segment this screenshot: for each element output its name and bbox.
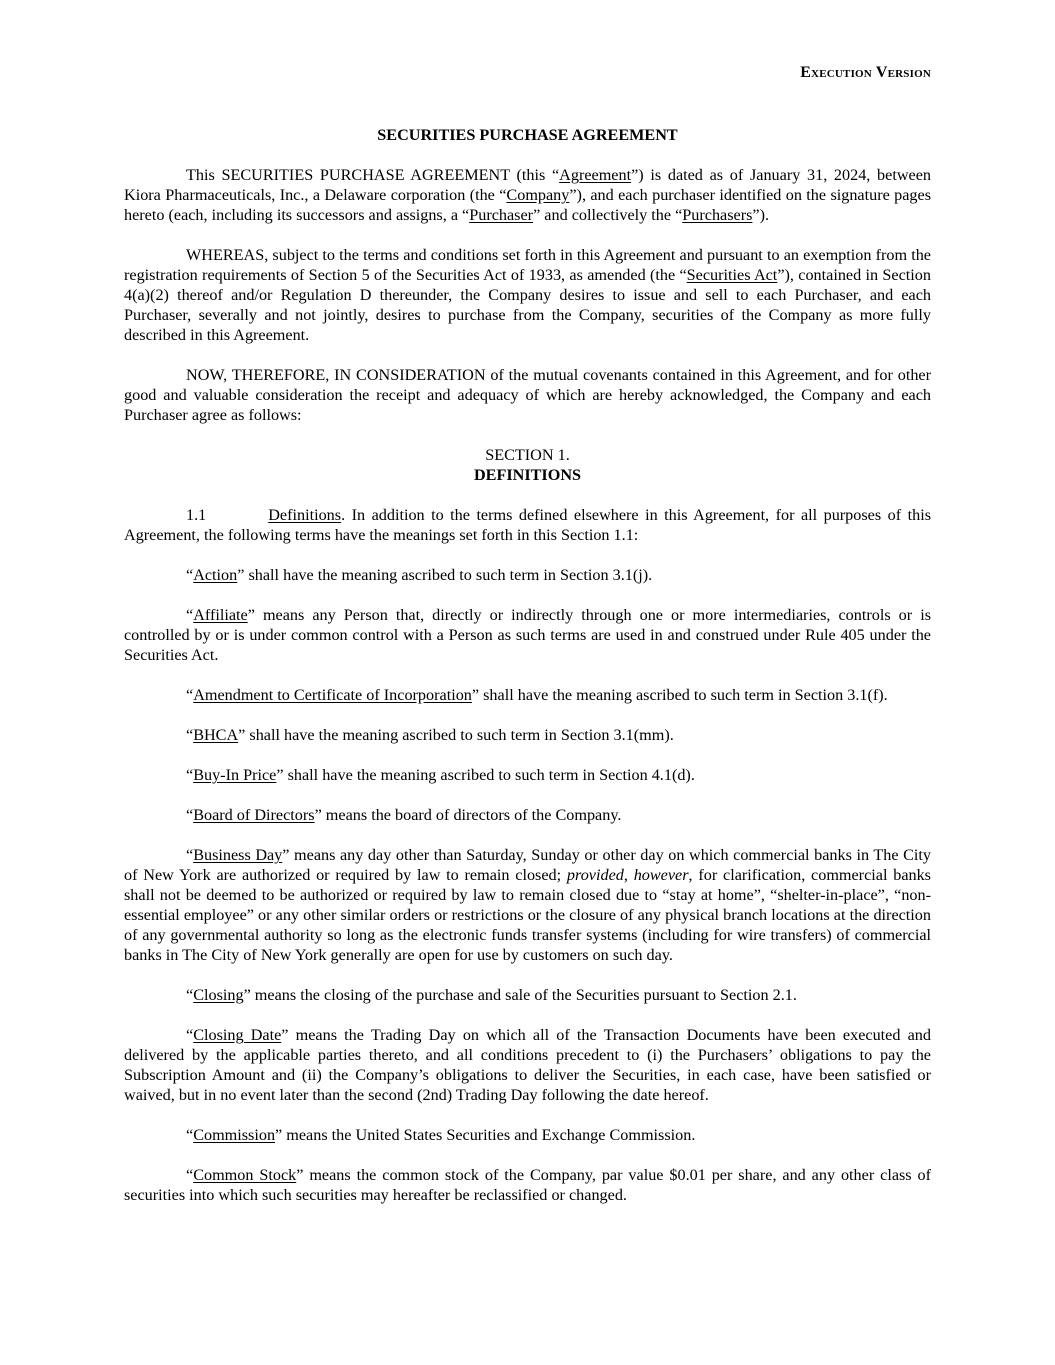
document-title: SECURITIES PURCHASE AGREEMENT: [377, 126, 678, 144]
defined-term: Company: [506, 186, 570, 204]
definition-amendment: “Amendment to Certificate of Incorporation” shall have the meaning ascribed to such term in Section 3.1(f).: [186, 686, 888, 704]
definition-business-day: “Business Day” means any day other than Saturday, Sunday or other day on which commercial banks in The City of New York are authorized or required by law to remain closed; provided, however, for clarification, commercial banks shall not be deemed to be authorized or required by law to remain closed due to “stay at home”, “shelter-in-place”, “non-essential employee” or any other similar orders or restrictions or the closure of any physical branch locations at the direction of any governmental authority so long as the electronic funds transfer systems (including for wire transfers) of commercial banks in The City of New York generally are open for use by customers on such day.: [124, 846, 931, 964]
section-number: SECTION 1.: [485, 446, 570, 464]
definition-commission: “Commission” means the United States Securities and Exchange Commission.: [186, 1126, 696, 1144]
definition-buy-in-price: “Buy-In Price” shall have the meaning ascribed to such term in Section 4.1(d).: [186, 766, 695, 784]
subsection-heading: Definitions: [268, 506, 342, 524]
section-title: DEFINITIONS: [473, 466, 582, 484]
document-body: [124, 165, 931, 1225]
defined-term: Securities Act: [686, 266, 778, 284]
defined-term: Purchasers: [682, 206, 753, 224]
now-therefore-paragraph: NOW, THEREFORE, IN CONSIDERATION of the mutual covenants contained in this Agreement, and for other good and valuable consideration the receipt and adequacy of which are hereby acknowledged, the Company and each Purchaser agree as follows:: [124, 366, 931, 424]
definition-bhca: “BHCA” shall have the meaning ascribed to such term in Section 3.1(mm).: [186, 726, 674, 744]
definition-action: “Action” shall have the meaning ascribed to such term in Section 3.1(j).: [186, 566, 653, 584]
intro-paragraph: This SECURITIES PURCHASE AGREEMENT (this “Agreement”) is dated as of January 31, 2024, between Kiora Pharmaceuticals, Inc., a Delaware corporation (the “Company”), and each purchaser identified on the signature pages hereto (each, including its successors and assigns, a “Purchaser” and collectively the “Purchasers”).: [124, 166, 931, 224]
definition-closing: “Closing” means the closing of the purchase and sale of the Securities pursuant to Section 2.1.: [186, 986, 797, 1004]
definition-closing-date: “Closing Date” means the Trading Day on which all of the Transaction Documents have been executed and delivered by the applicable parties thereto, and all conditions precedent to (i) the Purchasers’ obligations to pay the Subscription Amount and (ii) the Company’s obligations to deliver the Securities, in each case, have been satisfied or waived, but in no event later than the second (2nd) Trading Day following the date hereof.: [124, 1026, 931, 1104]
definition-common-stock: “Common Stock” means the common stock of the Company, par value $0.01 per share, and any other class of securities into which such securities may hereafter be reclassified or changed.: [124, 1166, 931, 1204]
whereas-paragraph: WHEREAS, subject to the terms and conditions set forth in this Agreement and pursuant to an exemption from the registration requirements of Section 5 of the Securities Act of 1933, as amended (the “Securities Act”), contained in Section 4(a)(2) thereof and/or Regulation D thereunder, the Company desires to issue and sell to each Purchaser, and each Purchaser, severally and not jointly, desires to purchase from the Company, securities of the Company as more fully described in this Agreement.: [124, 246, 931, 344]
execution-version-label: Execution Version: [800, 64, 931, 81]
subsection-number: 1.1: [186, 506, 207, 524]
section-heading: [124, 445, 931, 485]
definition-board-of-directors: “Board of Directors” means the board of directors of the Company.: [186, 806, 622, 824]
definition-affiliate: “Affiliate” means any Person that, directly or indirectly through one or more intermediaries, controls or is controlled by or is under common control with a Person as such terms are used in and construed under Rule 405 under the Securities Act.: [124, 606, 931, 664]
defined-term: Agreement: [559, 166, 632, 184]
definitions-intro-paragraph: 1.1 Definitions. In addition to the terms defined elsewhere in this Agreement, for all purposes of this Agreement, the following terms have the meanings set forth in this Section 1.1:: [124, 506, 931, 544]
defined-term: Purchaser: [469, 206, 534, 224]
